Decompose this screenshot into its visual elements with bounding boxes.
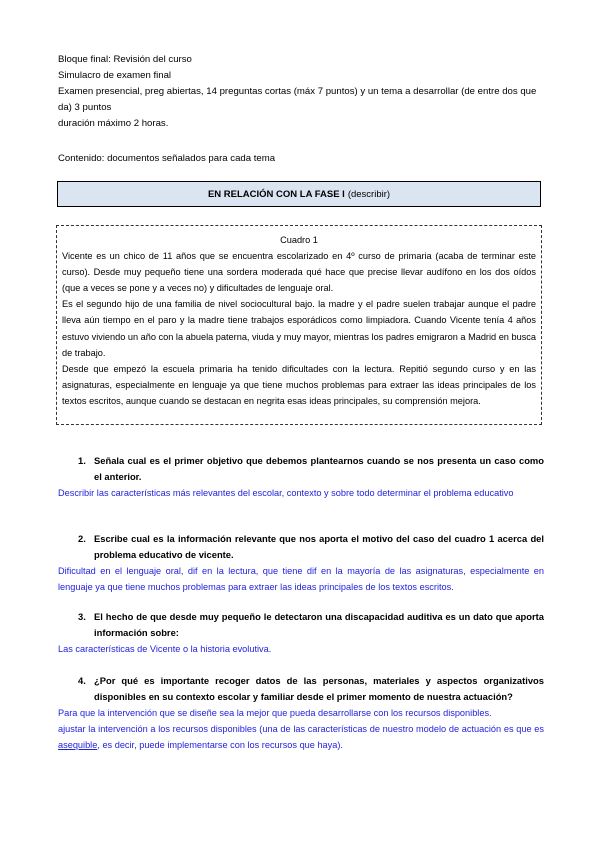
- question-text: Escribe cual es la información relevante que nos aporta el motivo del caso del cuadro 1 acerca del problema educativo de vicente.: [94, 533, 544, 560]
- phase-subtitle: (describir): [347, 188, 391, 200]
- answer-2: Dificultad en el lenguaje oral, dif en la lectura, que tiene dif en la mayoría de las asignaturas, especialmente en lenguaje ya que tiene muchos problemas para extraer las ideas principales de los textos escritos.: [58, 566, 544, 592]
- phase-banner: [57, 181, 541, 207]
- question-3: [78, 609, 544, 641]
- question-number: 2.: [78, 533, 86, 544]
- header-exam-type: Simulacro de examen final: [58, 70, 172, 81]
- header-duration: duración máximo 2 horas.: [58, 118, 169, 129]
- question-text: Señala cual es el primer objetivo que debemos plantearnos cuando se nos presenta un caso como el anterior.: [94, 455, 544, 482]
- header-exam-format: Examen presencial, preg abiertas, 14 preguntas cortas (máx 7 puntos) y un tema a desarrollar (de entre dos que da) 3 puntos: [58, 86, 537, 113]
- question-1: [78, 453, 544, 485]
- content-note: Contenido: documentos señalados para cada tema: [58, 153, 276, 164]
- answer-4-text-b: , es decir, puede implementarse con los recursos que haya).: [97, 740, 343, 750]
- header-block-title: Bloque final: Revisión del curso: [58, 54, 192, 65]
- case-box-title: Cuadro 1: [280, 235, 318, 245]
- question-number: 4.: [78, 675, 86, 686]
- answer-3: Las características de Vicente o la historia evolutiva.: [58, 644, 272, 654]
- answer-4-line-1: Para que la intervención que se diseñe sea la mejor que pueda desarrollarse con los recursos disponibles.: [58, 708, 492, 718]
- answer-1: Describir las características más relevantes del escolar, contexto y sobre todo determinar el problema educativo: [58, 488, 514, 498]
- question-number: 3.: [78, 611, 86, 622]
- question-text: El hecho de que desde muy pequeño le detectaron una discapacidad auditiva es un dato que aporta información sobre:: [94, 611, 544, 638]
- answer-4-underlined-term: asequible: [58, 740, 98, 750]
- answer-4-line-2: [58, 721, 544, 753]
- phase-title: EN RELACIÓN CON LA FASE I: [207, 188, 345, 200]
- question-number: 1.: [78, 455, 86, 466]
- question-text: ¿Por qué es importante recoger datos de las personas, materiales y aspectos organizativos disponibles en su contexto escolar y familiar desde el primer momento de nuestra actuación?: [94, 675, 544, 702]
- exam-header: [58, 52, 542, 132]
- question-2: [78, 531, 544, 563]
- answer-4: [58, 705, 544, 753]
- question-4: [78, 673, 544, 705]
- case-paragraph-3: Desde que empezó la escuela primaria ha tenido dificultades con la lectura. Repitió segundo curso y en las asignaturas, especialmente en lenguaje ya que tiene muchos problemas para extraer las ideas principales de los textos escritos, aunque cuando se destacan en negrita esas ideas principales, su comprensión mejora.: [62, 363, 536, 406]
- case-box: [56, 225, 542, 425]
- case-paragraph-2: Es el segundo hijo de una familia de nivel sociocultural bajo. la madre y el padre suelen trabajar aunque el padre lleva aún tiempo en el paro y la madre tiene trabajos esporádicos como limpiadora. Cuando Vicente tenía 4 años estuvo viviendo un año con la abuela paterna, viuda y muy mayor, mientras los padres emigraron a Madrid en busca de trabajo.: [62, 299, 536, 358]
- case-paragraph-1: Vicente es un chico de 11 años que se encuentra escolarizado en 4º curso de primaria (acaba de terminar este curso). Desde muy pequeño tiene una sordera moderada qué hace que precise llevar audífono en los dos oídos (que a veces se pone y a veces no) y dificultades de lenguaje oral.: [62, 251, 536, 294]
- answer-4-text-a: ajustar la intervención a los recursos disponibles (una de las características de nuestro modelo de actuación es que es: [58, 724, 544, 734]
